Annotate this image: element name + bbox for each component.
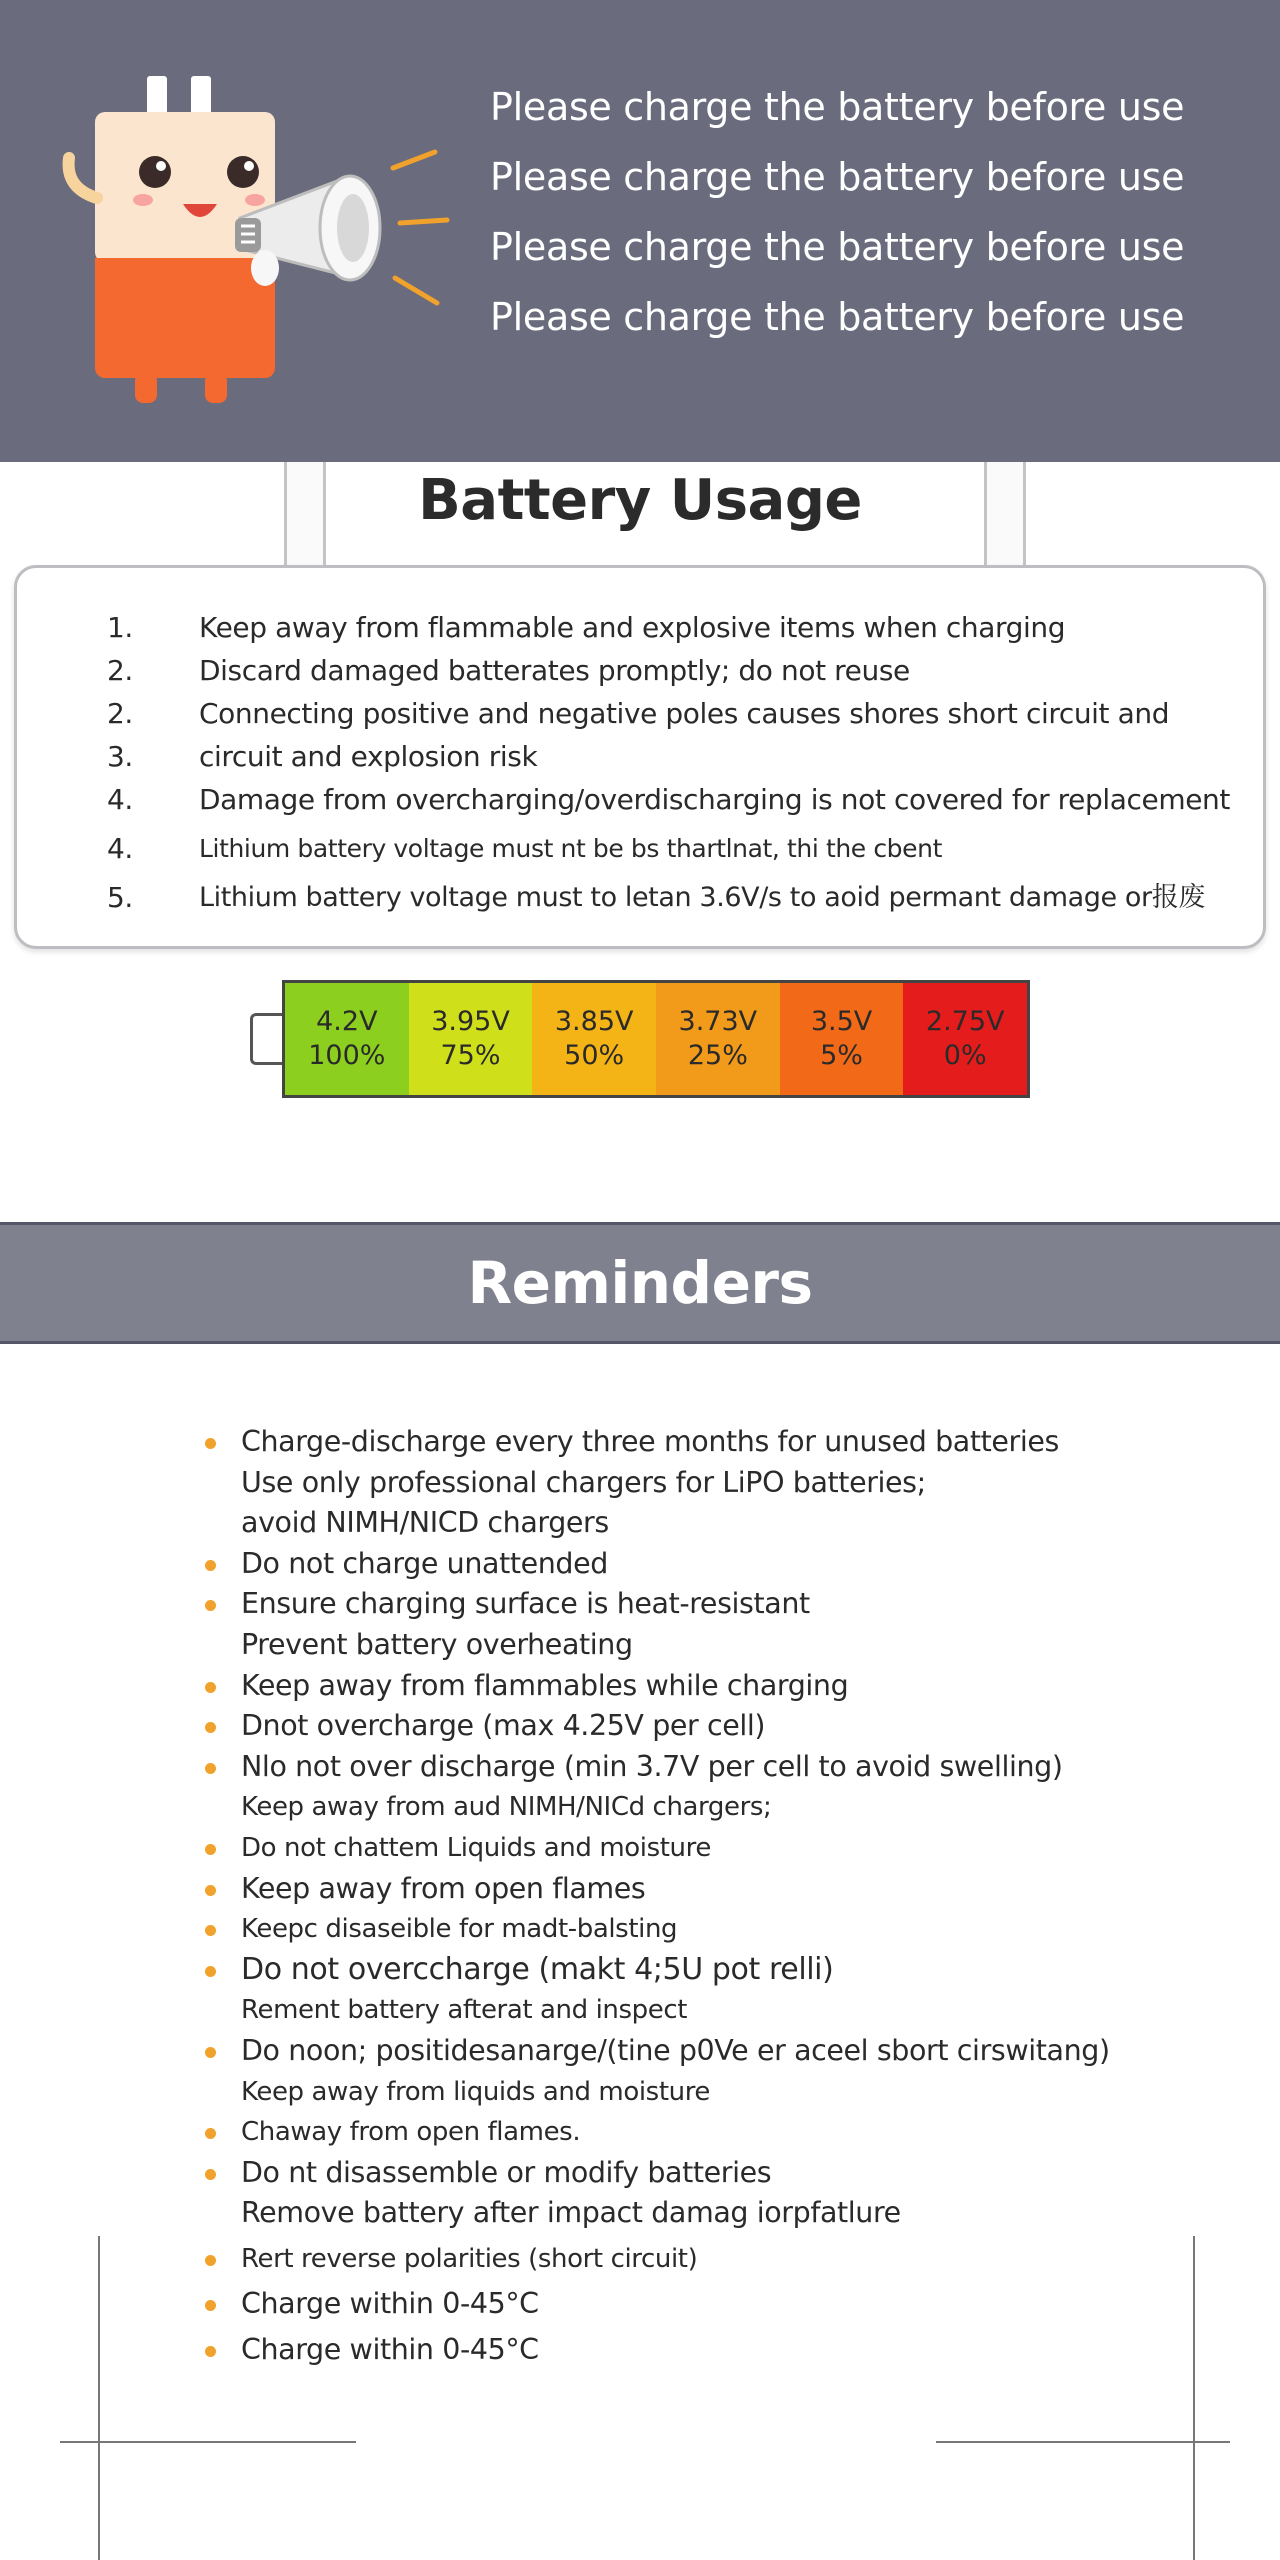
reminder-item — [205, 1747, 1245, 1788]
usage-item-text: circuit and explosion risk — [199, 740, 538, 773]
bullet-dot-icon — [205, 2169, 216, 2180]
reminder-item — [205, 2193, 1245, 2234]
banner-line: Please charge the battery before use — [490, 295, 1185, 339]
reminders-title: Reminders — [467, 1249, 813, 1317]
bullet-dot-icon — [205, 1722, 216, 1733]
voltage-level-cell — [780, 983, 904, 1095]
usage-item — [107, 878, 1247, 921]
battery-usage-panel — [14, 565, 1266, 949]
voltage-level-cell — [903, 983, 1027, 1095]
banner-text-block — [490, 84, 1250, 364]
usage-item-number: 2. — [107, 697, 133, 730]
usage-item-number: 5. — [107, 881, 133, 914]
reminder-item — [205, 1584, 1245, 1625]
bullet-dot-icon — [205, 1763, 216, 1774]
reminder-text: Do nt disassemble or modify batteries — [241, 2155, 772, 2189]
usage-item-text: Lithium battery voltage must to letan 3.6V/s to aoid permant damage or报废 — [199, 882, 1205, 913]
reminder-item — [205, 2284, 1245, 2325]
frame-line-left — [98, 2236, 100, 2560]
reminder-text: Use only professional chargers for LiPO batteries; — [241, 1465, 926, 1499]
voltage-level-cell — [409, 983, 533, 1095]
usage-item-number: 4. — [107, 783, 133, 816]
usage-item-number: 1. — [107, 611, 133, 644]
reminder-text: Charge within 0-45°C — [241, 2287, 539, 2321]
voltage-value: 3.73V — [678, 1006, 758, 1037]
frame-line-right — [1193, 2236, 1195, 2560]
bullet-dot-icon — [205, 1438, 216, 1449]
reminder-text: Rement battery afterat and inspect — [241, 1995, 688, 2026]
reminder-text: Nlo not over discharge (min 3.7V per cell to avoid swelling) — [241, 1749, 1063, 1783]
voltage-value: 3.85V — [554, 1006, 634, 1037]
usage-item — [107, 829, 1247, 872]
reminder-text: Dnot overcharge (max 4.25V per cell) — [241, 1709, 766, 1743]
charge-percent: 100% — [308, 1040, 386, 1071]
reminder-item — [205, 1828, 1245, 1869]
reminder-text: Do noon; positidesanarge/(tine p0Ve er aceel sbort cirswitang) — [241, 2033, 1110, 2067]
reminder-text: Keepc disaseible for madt-balsting — [241, 1914, 678, 1945]
reminder-item — [205, 2031, 1245, 2072]
charge-percent: 0% — [943, 1040, 987, 1071]
usage-item-text: Damage from overcharging/overdischarging is not covered for replacement — [199, 783, 1230, 816]
reminder-item — [205, 1544, 1245, 1585]
voltage-level-cell — [532, 983, 656, 1095]
reminder-item — [205, 1909, 1245, 1950]
reminder-item — [205, 2112, 1245, 2153]
usage-item — [107, 737, 1247, 780]
usage-item — [107, 694, 1247, 737]
frame-line-bottom-right — [936, 2441, 1230, 2443]
usage-item-text: Connecting positive and negative poles causes shores short circuit and — [199, 697, 1170, 730]
battery-mascot-megaphone-icon — [55, 68, 475, 418]
bullet-dot-icon — [205, 2128, 216, 2139]
usage-item-text: Keep away from flammable and explosive items when charging — [199, 611, 1066, 644]
usage-item-number: 3. — [107, 740, 133, 773]
reminder-text: Charge-discharge every three months for unused batteries — [241, 1425, 1059, 1458]
charge-percent: 5% — [820, 1040, 863, 1071]
reminder-text: avoid NIMH/NICD chargers — [241, 1506, 609, 1540]
reminder-text: Do not chattem Liquids and moisture — [241, 1832, 711, 1863]
reminder-text: Keep away from flammables while charging — [241, 1668, 849, 1702]
usage-item — [107, 780, 1247, 823]
reminder-item — [205, 1666, 1245, 1707]
battery-terminal-icon — [250, 1013, 285, 1065]
reminder-text: Do not overccharge (makt 4;5U pot relli) — [241, 1951, 834, 1987]
voltage-value: 3.5V — [810, 1006, 873, 1037]
charge-percent: 50% — [564, 1040, 625, 1071]
reminder-item — [205, 2153, 1245, 2194]
bullet-dot-icon — [205, 1844, 216, 1855]
usage-item — [107, 608, 1247, 651]
voltage-value: 3.95V — [431, 1006, 510, 1037]
reminder-text: Ensure charging surface is heat-resistant — [241, 1587, 810, 1621]
usage-item-number: 2. — [107, 654, 133, 687]
reminder-text: Chaway from open flames. — [241, 2117, 581, 2148]
bullet-dot-icon — [205, 2047, 216, 2058]
banner-line: Please charge the battery before use — [490, 85, 1185, 129]
voltage-level-strip — [282, 980, 1030, 1098]
bullet-dot-icon — [205, 2255, 216, 2266]
bullet-dot-icon — [205, 1560, 216, 1571]
reminder-text: Do not charge unattended — [241, 1546, 608, 1580]
reminder-item — [205, 1787, 1245, 1828]
banner-line: Please charge the battery before use — [490, 225, 1185, 269]
reminder-text: Keep away from open flames — [241, 1871, 646, 1905]
usage-item — [107, 651, 1247, 694]
battery-usage-title: Battery Usage — [418, 468, 862, 533]
usage-list — [107, 608, 1247, 921]
reminder-item — [205, 1503, 1245, 1544]
reminder-item — [205, 1706, 1245, 1747]
reminder-item — [205, 1625, 1245, 1666]
bullet-dot-icon — [205, 1925, 216, 1936]
reminder-item — [205, 1950, 1245, 1991]
bullet-dot-icon — [205, 1600, 216, 1611]
voltage-value: 4.2V — [316, 1006, 378, 1037]
bullet-dot-icon — [205, 1966, 216, 1977]
reminder-text: Keep away from aud NIMH/NICd chargers; — [241, 1792, 772, 1823]
usage-item-text: Lithium battery voltage must nt be bs thartlnat, thi the cbent — [199, 834, 942, 863]
reminder-text: Prevent battery overheating — [241, 1627, 633, 1661]
reminder-item — [205, 1422, 1245, 1463]
usage-item-text: Discard damaged batterates promptly; do not reuse — [199, 654, 910, 687]
reminder-text: Remove battery after impact damag iorpfatlure — [241, 2196, 901, 2230]
reminder-text: Charge within 0-45°C — [241, 2333, 539, 2367]
reminder-item — [205, 2330, 1245, 2371]
frame-line-bottom-left — [60, 2441, 356, 2443]
reminder-text: Rert reverse polarities (short circuit) — [241, 2243, 698, 2274]
reminder-text: Keep away from liquids and moisture — [241, 2076, 711, 2107]
banner-line: Please charge the battery before use — [490, 155, 1185, 199]
charge-percent: 25% — [687, 1040, 748, 1071]
usage-item-number: 4. — [107, 832, 133, 865]
bullet-dot-icon — [205, 2300, 216, 2311]
battery-voltage-indicator — [250, 980, 1030, 1100]
bullet-dot-icon — [205, 1682, 216, 1693]
reminder-item — [205, 2239, 1245, 2280]
reminder-item — [205, 1990, 1245, 2031]
header-banner — [0, 0, 1280, 462]
voltage-value: 2.75V — [925, 1006, 1005, 1037]
reminder-item — [205, 1463, 1245, 1504]
voltage-level-cell — [285, 983, 409, 1095]
reminder-item — [205, 1869, 1245, 1910]
bullet-dot-icon — [205, 2346, 216, 2357]
reminders-header-bar — [0, 1222, 1280, 1344]
reminder-item — [205, 2072, 1245, 2113]
reminders-list — [205, 1422, 1245, 2371]
charge-percent: 75% — [440, 1040, 501, 1071]
bullet-dot-icon — [205, 1885, 216, 1896]
voltage-level-cell — [656, 983, 780, 1095]
